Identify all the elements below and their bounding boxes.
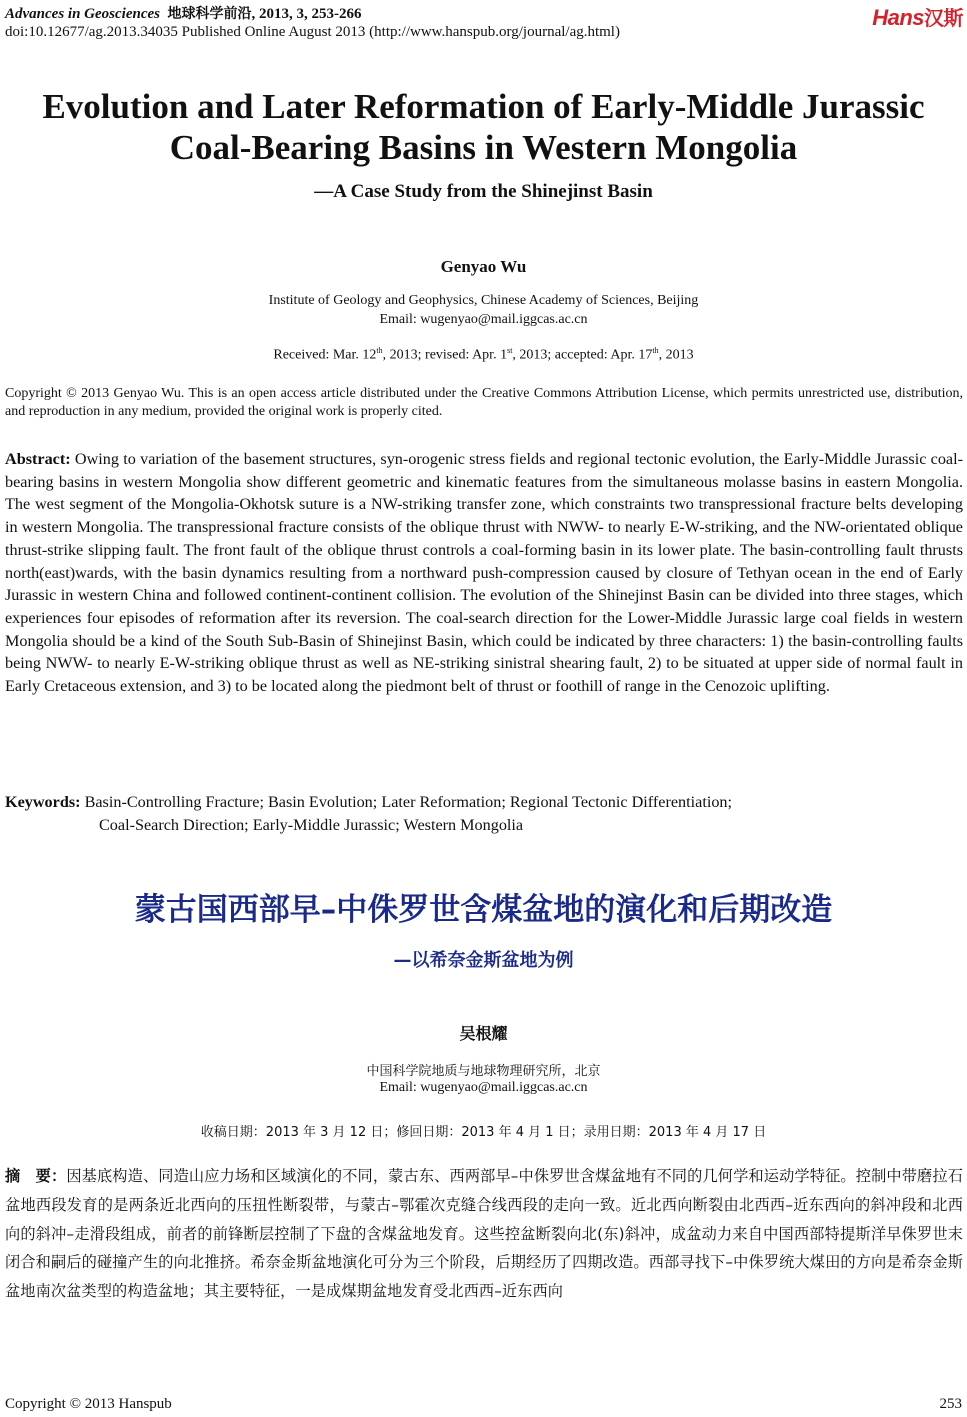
hanspub-logo — [872, 2, 963, 31]
keywords-label: Keywords: — [5, 793, 81, 811]
keywords — [5, 791, 732, 836]
cn-dates: 收稿日期：2013 年 3 月 12 日；修回日期：2013 年 4 月 1 日；录用日期：2013 年 4 月 17 日 — [200, 1125, 767, 1140]
cn-email: Email: wugenyao@mail.iggcas.ac.cn — [379, 1080, 588, 1095]
author-institution: Institute of Geology and Geophysics, Chinese Academy of Sciences, Beijing — [268, 293, 699, 308]
footer-copyright: Copyright © 2013 Hanspub — [5, 1396, 172, 1412]
author-email: Email: wugenyao@mail.iggcas.ac.cn — [379, 312, 588, 327]
journal-name-cn: 地球科学前沿 — [167, 6, 252, 22]
abstract-label: Abstract: — [5, 450, 71, 468]
author-name: Genyao Wu — [440, 257, 527, 276]
cn-abstract-label: 摘 要： — [5, 1167, 67, 1185]
running-header — [5, 3, 361, 23]
cn-institution: 中国科学院地质与地球物理研究所，北京 — [366, 1064, 601, 1079]
journal-name: Advances in Geosciences — [5, 6, 160, 22]
abstract — [5, 448, 963, 698]
cn-author: 吴根耀 — [459, 1024, 508, 1043]
cn-abstract-text: 因基底构造、同造山应力场和区域演化的不同，蒙古东、西两部早–中侏罗世含煤盆地有不同的几何学和运动学特征。控制中带磨拉石盆地西段发育的是两条近北西向的压扭性断裂带，与蒙古–鄂霍次克缝合线西段的走向一致。近北西向断裂由北西西–近东西向的斜冲段和北西向的斜冲–走滑段组成，前者的前锋断层控制了下盘的含煤盆地发育。这些控盆断裂向北(东)斜冲，成盆动力来自中国西部特提斯洋早侏罗世末闭合和嗣后的碰撞产生的向北推挤。希奈金斯盆地演化可分为三个阶段，后期经历了四期改造。西部寻找下–中侏罗统大煤田的方向是希奈金斯盆地南次盆类型的构造盆地；其主要特征，一是成煤期盆地发育受北西西–近东西向 — [5, 1167, 963, 1301]
copyright-notice: Copyright © 2013 Genyao Wu. This is an open access article distributed under the Creative Commons Attribution License, which permits unrestricted use, distribution, and reproduction in any medium, provided the original work is properly cited. — [5, 386, 963, 419]
received-date: Received: Mar. 12 — [273, 347, 377, 363]
accepted-year: , 2013 — [658, 347, 694, 363]
logo-latin: Hans — [872, 5, 924, 30]
revised-date: , 2013; revised: Apr. 1 — [382, 347, 508, 363]
cn-subtitle: —以希奈金斯盆地为例 — [393, 950, 574, 971]
title-line-2: Coal-Bearing Basins in Western Mongolia — [169, 128, 798, 167]
accepted-date: , 2013; accepted: Apr. 17 — [512, 347, 653, 363]
revised-sup: st — [507, 346, 513, 355]
keywords-line-1: Basin-Controlling Fracture; Basin Evolution; Later Reformation; Regional Tectonic Differentiation; — [80, 793, 732, 811]
cn-abstract — [5, 1162, 963, 1306]
submission-dates — [0, 346, 967, 364]
keywords-line-2: Coal-Search Direction; Early-Middle Jurassic; Western Mongolia — [99, 815, 524, 834]
doi-line: doi:10.12677/ag.2013.34035 Published Online August 2013 (http://www.hanspub.org/journal/ag.html) — [5, 24, 620, 40]
paper-title — [0, 86, 967, 168]
abstract-text: Owing to variation of the basement structures, syn-orogenic stress fields and regional tectonic evolution, the Early-Middle Jurassic coal-bearing basins in western Mongolia show different geometric and kinematic features from the simultaneous molasse basins in eastern Mongolia. The west segment of the Mongolia-Okhotsk suture is a NW-striking transfer zone, which constraints two transpressional fracture belts developing in western Mongolia. The transpressional fracture consists of the oblique thrust with NWW- to nearly E-W-striking, and the NW-orientated oblique thrust-strike slipping fault. The front fault of the oblique thrust controls a coal-forming basin in its lower plate. The basin-controlling fault thrusts north(east)wards, with the basin dynamics resulting from a northward push-compression caused by closure of Tethyan ocean in the end of Early Jurassic in western China and followed continent-continent collision. The evolution of the Shinejinst Basin can be divided into three stages, which experiences four episodes of reformation after its reversion. The coal-search direction for the Lower-Middle Jurassic large coal fields in western Mongolia should be a kind of the South Sub-Basin of Shinejinst Basin, which could be indicated by three characters: 1) the basin-controlling faults being NWW- to nearly E-W-striking oblique thrust as well as NE-striking sinistral shearing fault, 2) to be situated at upper side of normal fault in Early Cretaceous extension, and 3) to be located along the piedmont belt of thrust or foothill of range in the Cenozoic uplifting. — [5, 450, 963, 696]
accepted-sup: th — [652, 346, 659, 355]
title-line-1: Evolution and Later Reformation of Early-Middle Jurassic — [42, 87, 925, 126]
issue-info: , 2013, 3, 253-266 — [251, 6, 362, 22]
page-number: 253 — [939, 1396, 962, 1412]
paper-subtitle: —A Case Study from the Shinejinst Basin — [314, 181, 653, 202]
received-sup: th — [376, 346, 383, 355]
logo-cn: 汉斯 — [924, 6, 963, 30]
cn-title: 蒙古国西部早–中侏罗世含煤盆地的演化和后期改造 — [134, 892, 833, 928]
